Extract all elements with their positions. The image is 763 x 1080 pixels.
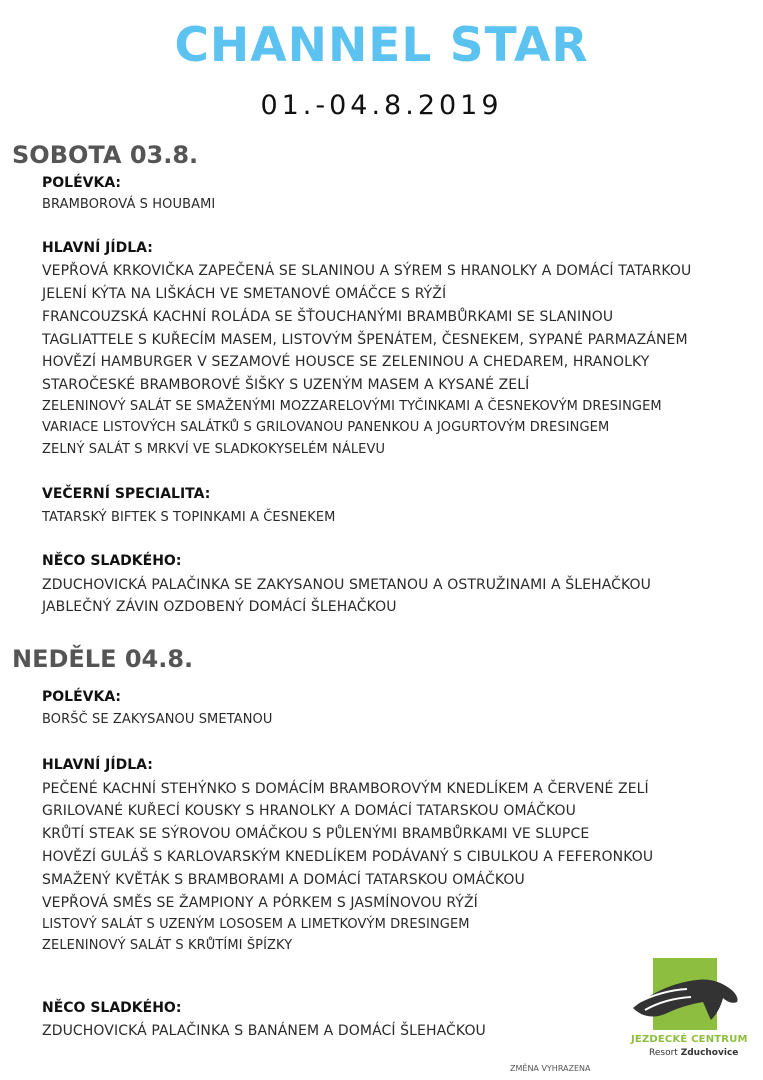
dessert-heading: NĚCO SLADKÉHO:	[42, 553, 182, 569]
menu-item: HOVĚZÍ GULÁŠ S KARLOVARSKÝM KNEDLÍKEM PODÁVANÝ S CIBULKOU A FEFERONKOU	[42, 849, 654, 865]
menu-item: STAROČESKÉ BRAMBOROVÉ ŠIŠKY S UZENÝM MASEM A KYSANÉ ZELÍ	[42, 377, 530, 393]
logo-subtitle: Resort Zduchovice	[649, 1048, 739, 1058]
menu-item: HOVĚZÍ HAMBURGER V SEZAMOVÉ HOUSCE SE ZELENINOU A CHEDAREM, HRANOLKY	[42, 354, 650, 370]
menu-item: ZDUCHOVICKÁ PALAČINKA SE ZAKYSANOU SMETANOU A OSTRUŽINAMI A ŠLEHAČKOU	[42, 577, 652, 593]
menu-item: TAGLIATTELE S KUŘECÍM MASEM, LISTOVÝM ŠPENÁTEM, ČESNEKEM, SYPANÉ PARMAZÁNEM	[42, 332, 688, 348]
menu-item: ZDUCHOVICKÁ PALAČINKA S BANÁNEM A DOMÁCÍ ŠLEHAČKOU	[42, 1023, 486, 1039]
day-heading-sunday: NEDĚLE 04.8.	[12, 645, 194, 673]
menu-item: BORŠČ SE ZAKYSANOU SMETANOU	[42, 712, 273, 727]
menu-item: JABLEČNÝ ZÁVIN OZDOBENÝ DOMÁCÍ ŠLEHAČKOU	[42, 599, 397, 615]
menu-item: LISTOVÝ SALÁT S UZENÝM LOSOSEM A LIMETKOVÝM DRESINGEM	[42, 917, 470, 932]
page-title: CHANNEL STAR	[174, 18, 589, 73]
menu-item: ZELNÝ SALÁT S MRKVÍ VE SLADKOKYSELÉM NÁLEVU	[42, 442, 386, 457]
menu-item: FRANCOUZSKÁ KACHNÍ ROLÁDA SE ŠŤOUCHANÝMI BRAMBŮRKAMI SE SLANINOU	[42, 309, 614, 325]
menu-item: PEČENÉ KACHNÍ STEHÝNKO S DOMÁCÍM BRAMBOROVÝM KNEDLÍKEM A ČERVENÉ ZELÍ	[42, 781, 649, 797]
special-heading: VEČERNÍ SPECIALITA:	[42, 486, 211, 502]
menu-item: ZELENINOVÝ SALÁT SE SMAŽENÝMI MOZZARELOVÝMI TYČINKAMI A ČESNEKOVÝM DRESINGEM	[42, 399, 662, 414]
dessert-heading: NĚCO SLADKÉHO:	[42, 1000, 182, 1016]
menu-item: BRAMBOROVÁ S HOUBAMI	[42, 197, 216, 212]
footer-note: ZMĚNA VYHRAZENA	[510, 1064, 591, 1073]
menu-item: JELENÍ KÝTA NA LIŠKÁCH VE SMETANOVÉ OMÁČCE S RÝŽÍ	[42, 286, 447, 302]
resort-logo	[625, 958, 750, 1070]
mains-heading: HLAVNÍ JÍDLA:	[42, 757, 153, 773]
menu-item: KRŮTÍ STEAK SE SÝROVOU OMÁČKOU S PŮLENÝMI BRAMBŮRKAMI VE SLUPCE	[42, 826, 590, 842]
menu-item: SMAŽENÝ KVĚTÁK S BRAMBORAMI A DOMÁCÍ TATARSKOU OMÁČKOU	[42, 872, 525, 888]
menu-item: VEPŘOVÁ SMĚS SE ŽAMPIONY A PÓRKEM S JASMÍNOVOU RÝŽÍ	[42, 895, 478, 911]
menu-item: GRILOVANÉ KUŘECÍ KOUSKY S HRANOLKY A DOMÁCÍ TATARSKOU OMÁČKOU	[42, 803, 576, 819]
soup-heading: POLÉVKA:	[42, 175, 122, 191]
horse-head-icon	[625, 962, 745, 1028]
menu-item: VEPŘOVÁ KRKOVIČKA ZAPEČENÁ SE SLANINOU A SÝREM S HRANOLKY A DOMÁCÍ TATARKOU	[42, 263, 692, 279]
event-dates: 01.-04.8.2019	[260, 90, 503, 121]
logo-title: JEZDECKÉ CENTRUM	[631, 1034, 748, 1045]
menu-item: VARIACE LISTOVÝCH SALÁTKŮ S GRILOVANOU PANENKOU A JOGURTOVÝM DRESINGEM	[42, 420, 610, 435]
menu-item: ZELENINOVÝ SALÁT S KRŮTÍMI ŠPÍZKY	[42, 938, 293, 953]
menu-item: TATARSKÝ BIFTEK S TOPINKAMI A ČESNEKEM	[42, 510, 336, 525]
day-heading-saturday: SOBOTA 03.8.	[12, 141, 199, 169]
mains-heading: HLAVNÍ JÍDLA:	[42, 240, 153, 256]
soup-heading: POLÉVKA:	[42, 689, 122, 705]
